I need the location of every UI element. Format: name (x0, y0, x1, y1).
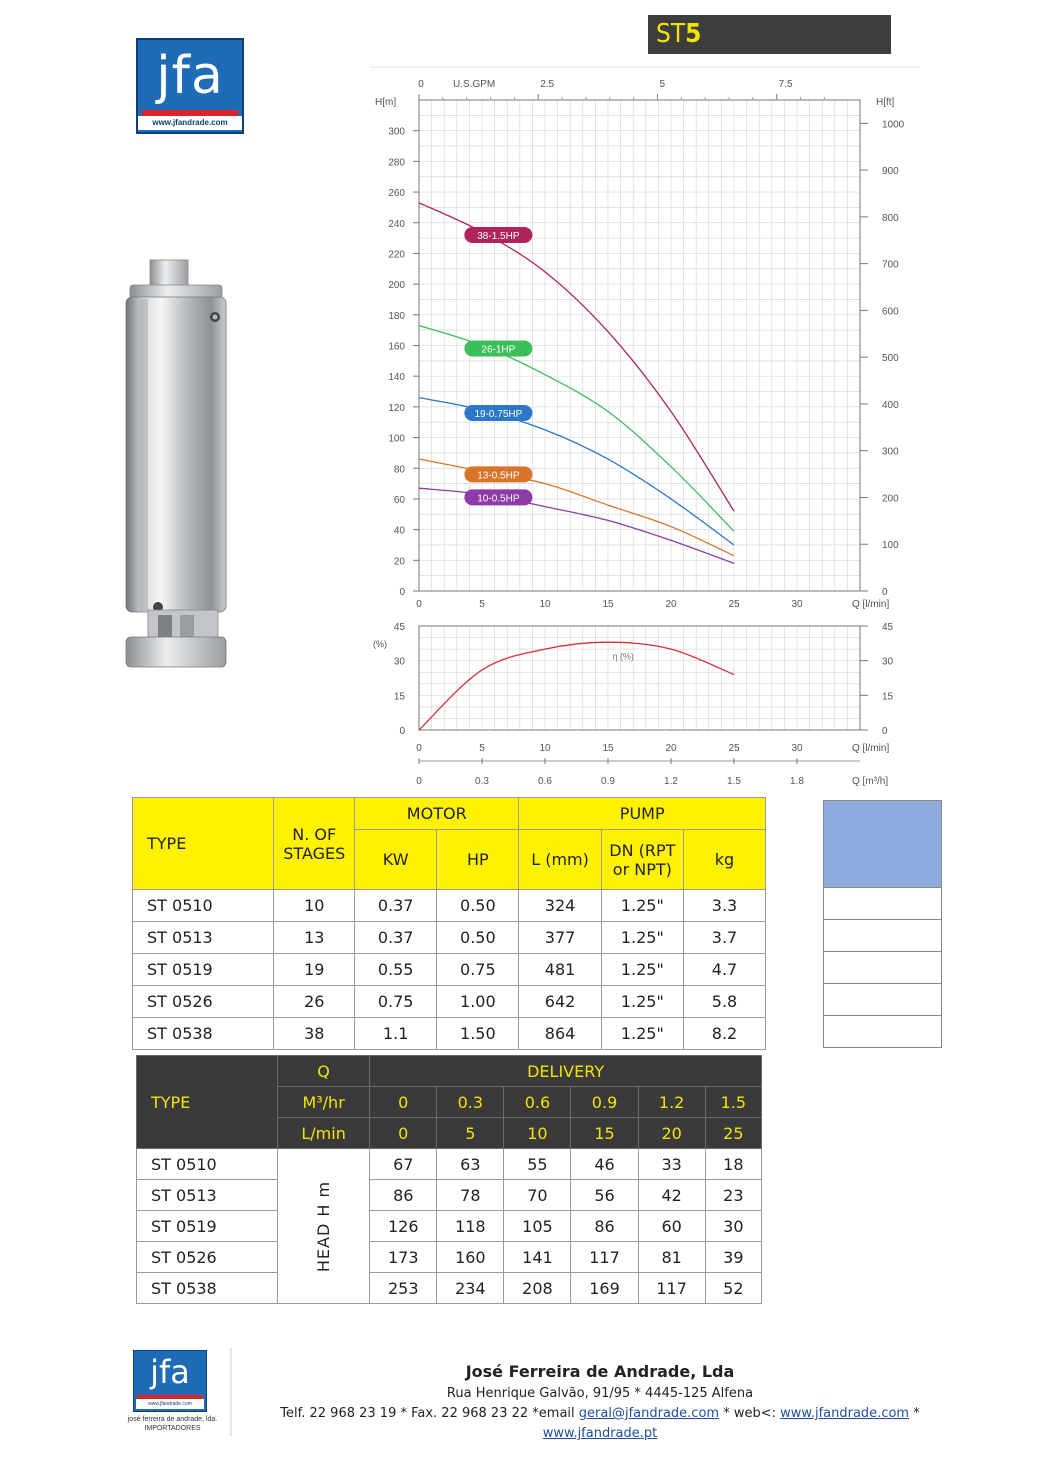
delivery-head: 39 (705, 1242, 761, 1273)
delivery-head: 117 (571, 1242, 638, 1273)
y2-tick-label: 200 (882, 493, 899, 505)
col-length: L (mm) (519, 830, 601, 890)
delivery-lmin-label: L/min (278, 1118, 370, 1149)
delivery-head: 118 (437, 1211, 504, 1242)
y-tick-label: 100 (388, 433, 405, 445)
spec-dn: 1.25" (601, 954, 683, 986)
spec-type: ST 0510 (133, 890, 274, 922)
footer-logo (133, 1350, 207, 1412)
spec-type: ST 0519 (133, 954, 274, 986)
y-tick-label: 300 (388, 126, 405, 138)
y-tick-label: 180 (388, 310, 405, 322)
x-tick-label: 0 (416, 743, 422, 754)
side-table-row (823, 888, 942, 920)
y2-tick-label: 300 (882, 446, 899, 458)
spec-length: 642 (519, 986, 601, 1018)
spec-hp: 0.50 (437, 890, 519, 922)
company-name: José Ferreira de Andrade, Lda (465, 1362, 735, 1381)
head-curves (419, 203, 734, 564)
footer-logo-mark: jfa (150, 1353, 190, 1391)
x2-tick-label: 0.3 (475, 776, 489, 787)
y-tick-label: 140 (388, 372, 405, 384)
delivery-lmin-value: 20 (638, 1118, 705, 1149)
website-pt-link[interactable]: www.jfandrade.pt (542, 1426, 658, 1441)
spec-row (133, 922, 766, 954)
delivery-head: 30 (705, 1211, 761, 1242)
footer-logo-url: www.jfandrade.com (136, 1399, 204, 1409)
delivery-head: 169 (571, 1273, 638, 1304)
x2-tick-label: 2.5 (540, 79, 555, 90)
delivery-head: 160 (437, 1242, 504, 1273)
y-tick-label: 40 (393, 525, 405, 537)
delivery-row (137, 1149, 762, 1180)
group-pump: PUMP (519, 798, 766, 830)
x2-tick-label: 0 (416, 776, 422, 787)
x-tick-label: 5 (479, 743, 485, 754)
series-prefix: ST (656, 19, 686, 49)
y-tick-label: 220 (388, 249, 405, 261)
delivery-row (137, 1180, 762, 1211)
delivery-type: ST 0538 (137, 1273, 278, 1304)
spec-dn: 1.25" (601, 890, 683, 922)
delivery-m3-label: M³/hr (278, 1087, 370, 1118)
y-tick-label: 15 (393, 691, 405, 703)
y2-tick-label: 0 (882, 726, 888, 737)
curve-label: 38-1.5HP (477, 230, 520, 242)
delivery-lmin-value: 10 (504, 1118, 571, 1149)
plot-frame (419, 626, 860, 730)
y-axis-label: H[m] (375, 97, 397, 108)
spec-hp: 1.00 (437, 986, 519, 1018)
y2-axis-label: H[ft] (876, 97, 895, 108)
spec-kg: 8.2 (683, 1018, 765, 1050)
delivery-head: 81 (638, 1242, 705, 1273)
delivery-row (137, 1211, 762, 1242)
company-logo (136, 38, 244, 134)
delivery-head: 86 (370, 1180, 437, 1211)
x2-tick-label: 1.8 (790, 776, 804, 787)
spec-kw: 0.37 (355, 922, 437, 954)
delivery-q-label: Q (278, 1056, 370, 1087)
delivery-head: 126 (370, 1211, 437, 1242)
delivery-m3-value: 0.6 (504, 1087, 571, 1118)
delivery-m3-value: 0.3 (437, 1087, 504, 1118)
spec-row (133, 954, 766, 986)
head-unit-cell (278, 1149, 370, 1304)
side-blank-table (823, 800, 942, 1048)
col-dn: DN (RPT or NPT) (601, 830, 683, 890)
efficiency-curve (419, 642, 734, 730)
delivery-m3-value: 1.2 (638, 1087, 705, 1118)
delivery-head: 46 (571, 1149, 638, 1180)
delivery-m3-value: 1.5 (705, 1087, 761, 1118)
efficiency-curve-label: η (%) (612, 651, 634, 662)
spec-table (132, 797, 766, 1050)
web-prefix: * web<: (723, 1406, 776, 1421)
spec-dn: 1.25" (601, 986, 683, 1018)
col-stages: N. OF STAGES (274, 798, 355, 890)
delivery-row (137, 1273, 762, 1304)
spec-kw: 0.75 (355, 986, 437, 1018)
spec-length: 324 (519, 890, 601, 922)
y2-tick-label: 500 (882, 353, 899, 365)
delivery-row (137, 1242, 762, 1273)
y-tick-label: 20 (393, 556, 405, 568)
y-tick-label: 160 (388, 341, 405, 353)
side-table-header (823, 800, 942, 888)
spec-dn: 1.25" (601, 922, 683, 954)
y-tick-label: 45 (393, 622, 405, 633)
delivery-head: 86 (571, 1211, 638, 1242)
delivery-col-type: TYPE (137, 1056, 278, 1149)
side-table-row (823, 920, 942, 952)
x2-tick-label: 1.2 (664, 776, 678, 787)
spec-kg: 3.3 (683, 890, 765, 922)
col-type: TYPE (133, 798, 274, 890)
y-tick-label: 80 (393, 464, 405, 476)
x-tick-label: 15 (602, 743, 614, 754)
x-tick-label: 15 (602, 599, 614, 610)
spec-hp: 1.50 (437, 1018, 519, 1050)
delivery-head: 63 (437, 1149, 504, 1180)
website-line (240, 1426, 960, 1441)
group-motor: MOTOR (355, 798, 519, 830)
curve-label: 10-0.5HP (477, 493, 520, 505)
series-number: 5 (685, 19, 702, 49)
x2-tick-label: 5 (659, 79, 666, 90)
delivery-head: 253 (370, 1273, 437, 1304)
x2-axis-label: Q [m³/h] (852, 776, 889, 787)
x-tick-label: 10 (539, 599, 551, 610)
y2-tick-label: 30 (882, 656, 894, 668)
delivery-head: 67 (370, 1149, 437, 1180)
spec-kg: 3.7 (683, 922, 765, 954)
delivery-head: 56 (571, 1180, 638, 1211)
y-tick-label: 260 (388, 188, 405, 200)
x-axis-label: Q [l/min] (852, 743, 890, 754)
spec-row (133, 1018, 766, 1050)
x-tick-label: 25 (728, 743, 740, 754)
y2-tick-label: 700 (882, 259, 899, 271)
spec-stages: 26 (274, 986, 355, 1018)
delivery-head: 60 (638, 1211, 705, 1242)
y2-tick-label: 100 (882, 540, 899, 552)
delivery-lmin-value: 0 (370, 1118, 437, 1149)
tel-fax: Telf. 22 968 23 19 * Fax. 22 968 23 22 *email (280, 1406, 575, 1421)
footer-divider (230, 1348, 232, 1436)
x2-tick-label: 0 (418, 79, 424, 90)
performance-chart (365, 65, 925, 795)
side-table-row (823, 1016, 942, 1048)
delivery-head: 23 (705, 1180, 761, 1211)
spec-row (133, 986, 766, 1018)
delivery-m3-value: 0.9 (571, 1087, 638, 1118)
y-tick-label: 30 (393, 656, 405, 668)
spec-length: 481 (519, 954, 601, 986)
delivery-type: ST 0513 (137, 1180, 278, 1211)
x2-tick-label: 0.9 (601, 776, 615, 787)
spec-kw: 0.55 (355, 954, 437, 986)
spec-type: ST 0513 (133, 922, 274, 954)
spec-length: 864 (519, 1018, 601, 1050)
x-tick-label: 20 (665, 743, 677, 754)
curve-label: 13-0.5HP (477, 470, 520, 482)
col-kw: KW (355, 830, 437, 890)
x-tick-label: 0 (416, 599, 422, 610)
x-tick-label: 10 (539, 743, 551, 754)
delivery-type: ST 0519 (137, 1211, 278, 1242)
y2-tick-label: 45 (882, 622, 894, 633)
y-tick-label: 120 (388, 402, 405, 414)
efficiency-grid (419, 626, 860, 730)
x-tick-label: 20 (665, 599, 677, 610)
delivery-head: 55 (504, 1149, 571, 1180)
spec-hp: 0.50 (437, 922, 519, 954)
spec-stages: 10 (274, 890, 355, 922)
col-kg: kg (683, 830, 765, 890)
spec-kw: 0.37 (355, 890, 437, 922)
delivery-head: 117 (638, 1273, 705, 1304)
delivery-head: 173 (370, 1242, 437, 1273)
delivery-head: 70 (504, 1180, 571, 1211)
side-table-row (823, 984, 942, 1016)
y-tick-label: 0 (399, 587, 405, 598)
y-axis-label: (%) (373, 639, 387, 649)
x-axis-label: Q [l/min] (852, 599, 890, 610)
y2-tick-label: 600 (882, 306, 899, 318)
delivery-m3-value: 0 (370, 1087, 437, 1118)
logo-url: www.jfandrade.com (138, 116, 242, 130)
delivery-head: 33 (638, 1149, 705, 1180)
series-header (648, 15, 891, 54)
spec-row (133, 890, 766, 922)
delivery-group: DELIVERY (370, 1056, 762, 1087)
delivery-head: 52 (705, 1273, 761, 1304)
y2-tick-label: 400 (882, 399, 899, 411)
y-tick-label: 280 (388, 157, 405, 169)
delivery-head: 105 (504, 1211, 571, 1242)
head-curve (419, 203, 734, 511)
x2-axis-label: U.S.GPM (453, 79, 496, 90)
web-suffix: * (913, 1406, 920, 1421)
x2-tick-label: 7.5 (778, 79, 793, 90)
y-tick-label: 200 (388, 280, 405, 292)
delivery-lmin-value: 15 (571, 1118, 638, 1149)
x2-tick-label: 0.6 (538, 776, 552, 787)
spec-kg: 4.7 (683, 954, 765, 986)
delivery-type: ST 0526 (137, 1242, 278, 1273)
col-hp: HP (437, 830, 519, 890)
pump-image (118, 255, 233, 675)
website-link[interactable]: www.jfandrade.com (780, 1406, 910, 1421)
spec-kw: 1.1 (355, 1018, 437, 1050)
spec-hp: 0.75 (437, 954, 519, 986)
delivery-head: 141 (504, 1242, 571, 1273)
side-table-row (823, 952, 942, 984)
y-tick-label: 240 (388, 218, 405, 230)
delivery-lmin-value: 5 (437, 1118, 504, 1149)
spec-stages: 19 (274, 954, 355, 986)
x-tick-label: 5 (479, 599, 485, 610)
delivery-head: 18 (705, 1149, 761, 1180)
y2-tick-label: 15 (882, 691, 894, 703)
efficiency-curve-line (419, 642, 734, 730)
y2-tick-label: 900 (882, 166, 899, 178)
footer-logo-caption: josé ferreira de andrade, lda. IMPORTADORES (127, 1416, 218, 1432)
y2-tick-label: 1000 (882, 119, 905, 131)
email-link[interactable]: geral@jfandrade.com (578, 1406, 720, 1421)
spec-stages: 38 (274, 1018, 355, 1050)
delivery-head: 78 (437, 1180, 504, 1211)
curve-label: 26-1HP (481, 344, 516, 356)
delivery-head: 234 (437, 1273, 504, 1304)
delivery-head: 42 (638, 1180, 705, 1211)
x2-tick-label: 1.5 (727, 776, 741, 787)
delivery-type: ST 0510 (137, 1149, 278, 1180)
x-tick-label: 30 (791, 599, 803, 610)
y-tick-label: 0 (399, 726, 405, 737)
y2-tick-label: 800 (882, 212, 899, 224)
x-tick-label: 25 (728, 599, 740, 610)
contact-line (240, 1406, 960, 1421)
spec-dn: 1.25" (601, 1018, 683, 1050)
y-tick-label: 60 (393, 494, 405, 506)
y2-tick-label: 0 (882, 587, 888, 598)
delivery-head: 208 (504, 1273, 571, 1304)
delivery-lmin-value: 25 (705, 1118, 761, 1149)
head-unit-label: HEAD H m (314, 1180, 334, 1272)
spec-length: 377 (519, 922, 601, 954)
spec-type: ST 0538 (133, 1018, 274, 1050)
x-tick-label: 30 (791, 743, 803, 754)
spec-type: ST 0526 (133, 986, 274, 1018)
spec-stages: 13 (274, 922, 355, 954)
logo-mark: jfa (156, 46, 224, 106)
company-address: Rua Henrique Galvão, 91/95 * 4445-125 Alfena (446, 1386, 754, 1401)
curve-label: 19-0.75HP (474, 408, 523, 420)
delivery-table (136, 1055, 762, 1304)
spec-kg: 5.8 (683, 986, 765, 1018)
